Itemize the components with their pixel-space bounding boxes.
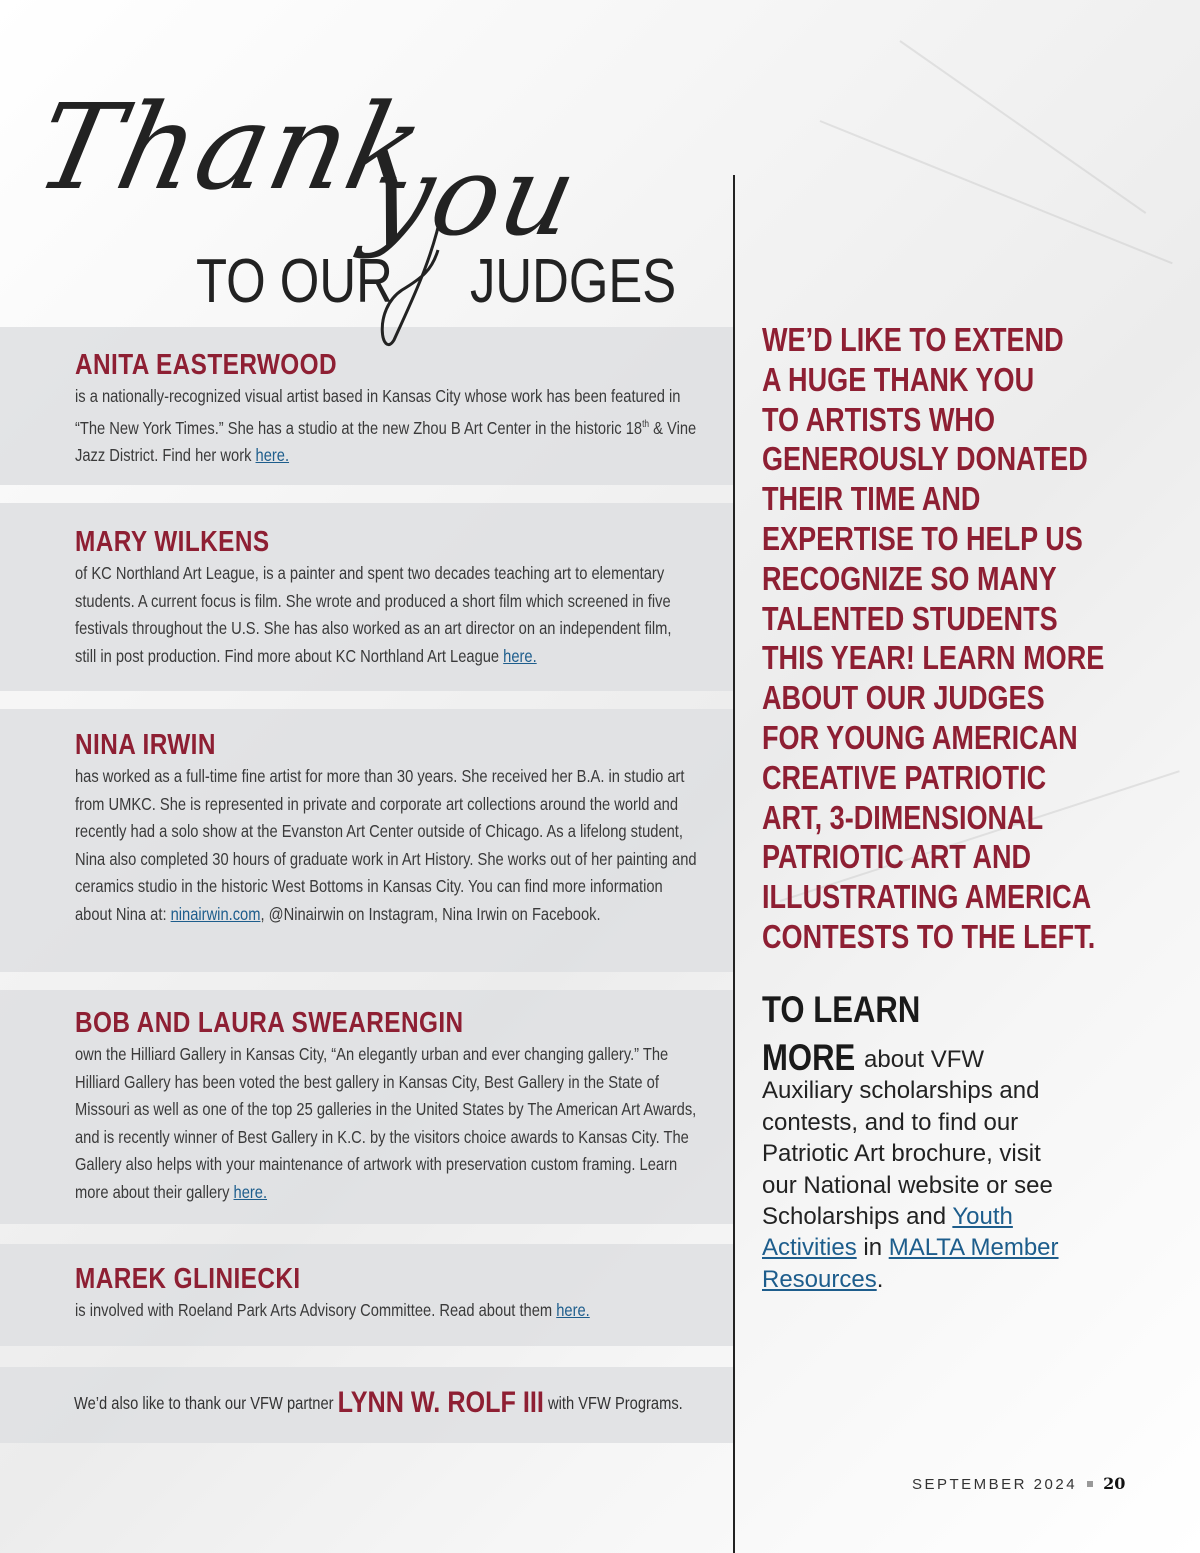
judge-bio: is a nationally-recognized visual artist based in Kansas City whose work has been featured in “The New York Times.” She has a studio at the new Zhou B Art Center in the historic 18th & Vine Jazz District. Find her work here. xyxy=(75,386,697,465)
marble-vein xyxy=(899,40,1146,214)
learn-heading: TO LEARN xyxy=(762,989,921,1030)
learn-more-word: MORE xyxy=(762,1037,856,1078)
judge-panel-mary xyxy=(0,503,733,691)
callout-line: RECOGNIZE SO MANY xyxy=(762,559,1057,597)
malta-member-resources-link[interactable]: MALTA Member Resources xyxy=(762,1234,1059,1293)
callout-line: PATRIOTIC ART AND xyxy=(762,838,1032,876)
judge-link[interactable]: here. xyxy=(233,1181,268,1202)
callout-line: EXPERTISE TO HELP US xyxy=(762,519,1083,557)
callout-line: CREATIVE PATRIOTIC xyxy=(762,758,1047,796)
judge-name: NINA IRWIN xyxy=(75,729,216,761)
callout-line: THIS YEAR! LEARN MORE xyxy=(762,639,1105,677)
judge-bio: own the Hilliard Gallery in Kansas City, “An elegantly urban and ever changing gallery.” The Hilliard Gallery has been voted the best gallery in Kansas City, Best Gallery in the State of Missouri as well as one of the top 25 galleries in the United States by The American Art Awards, and is recently winner of Best Gallery in K.C. by the visitors choice awards to Kansas City. The Gallery also helps with your maintenance of artwork with preservation custom framing. Learn more about their gallery here. xyxy=(75,1044,697,1202)
callout-line: FOR YOUNG AMERICAN xyxy=(762,718,1078,756)
judge-panel-swearengin xyxy=(0,990,733,1224)
judge-panel-nina xyxy=(0,709,733,972)
judge-bio: is involved with Roeland Park Arts Advisory Committee. Read about them here. xyxy=(75,1300,590,1320)
judge-bio: of KC Northland Art League, is a painter and spent two decades teaching art to elementary students. A current focus is film. She wrote and produced a short film which screened in five festivals throughout the U.S. She has also worked as an art director on an independent film, still in post production. Find more about KC Northland Art League here. xyxy=(75,563,672,666)
you-script-title: you xyxy=(356,132,589,260)
callout-line: WE’D LIKE TO EXTEND xyxy=(762,321,1064,358)
callout-line: TALENTED STUDENTS xyxy=(762,599,1058,637)
judge-bio: has worked as a full-time fine artist for more than 30 years. She received her B.A. in studio art from UMKC. She is represented in private and corporate art collections around the world and recently had a solo show at the Evanston Art Center outside of Chicago. As a lifelong student, Nina also completed 30 hours of graduate work in Art History. She works out of her painting and ceramics studio in the historic West Bottoms in Kansas City. You can find more information about Nina at: ninairwin.com, @Ninairwin on Instagram, Nina Irwin on Facebook. xyxy=(75,766,697,924)
judge-name: MARY WILKENS xyxy=(75,526,270,558)
issue-date: SEPTEMBER 2024 xyxy=(912,1476,1078,1493)
callout-line: TO ARTISTS WHO xyxy=(762,400,996,438)
judge-panel-marek xyxy=(0,1244,733,1346)
callout-line: THEIR TIME AND xyxy=(762,480,981,518)
youth-activities-link[interactable]: Youth Activities xyxy=(762,1203,1013,1262)
column-divider xyxy=(733,175,735,1553)
partner-thanks: We’d also like to thank our VFW partner LYNN W. ROLF III with VFW Programs. xyxy=(74,1386,683,1419)
page-number: 20 xyxy=(1103,1474,1126,1493)
judge-link[interactable]: here. xyxy=(255,444,290,465)
learn-body: about VFW Auxiliary scholarships and contests, and to find our Patriotic Art brochure, visit our National website or see Scholarships and Youth Activities in MALTA Member Resources. xyxy=(762,1046,1059,1293)
judge-name: BOB AND LAURA SWEARENGIN xyxy=(75,1007,464,1039)
page-footer xyxy=(912,1474,1125,1493)
callout-line: CONTESTS TO THE LEFT. xyxy=(762,917,1096,955)
thank-script-title: Thank xyxy=(25,78,438,216)
marble-vein xyxy=(820,120,1173,264)
judge-link[interactable]: here. xyxy=(556,1300,590,1320)
partner-name: LYNN W. ROLF III xyxy=(337,1386,544,1419)
to-our-heading: TO OUR xyxy=(196,247,393,316)
callout-line: GENEROUSLY DONATED xyxy=(762,440,1088,478)
judge-panel-anita xyxy=(0,327,733,485)
separator-square-icon xyxy=(1087,1481,1093,1487)
callout-line: ART, 3-DIMENSIONAL xyxy=(762,798,1044,836)
judge-name: ANITA EASTERWOOD xyxy=(75,349,338,381)
judge-name: MAREK GLINIECKI xyxy=(75,1263,301,1295)
judge-link[interactable]: ninairwin.com xyxy=(170,903,261,924)
callout-line: ABOUT OUR JUDGES xyxy=(762,679,1045,717)
judges-heading: JUDGES xyxy=(470,247,677,316)
callout-line: A HUGE THANK YOU xyxy=(762,360,1035,398)
judge-link[interactable]: here. xyxy=(503,645,537,666)
script-flourish xyxy=(372,200,462,350)
thank-you-callout xyxy=(762,320,1106,957)
callout-line: ILLUSTRATING AMERICA xyxy=(762,878,1092,916)
